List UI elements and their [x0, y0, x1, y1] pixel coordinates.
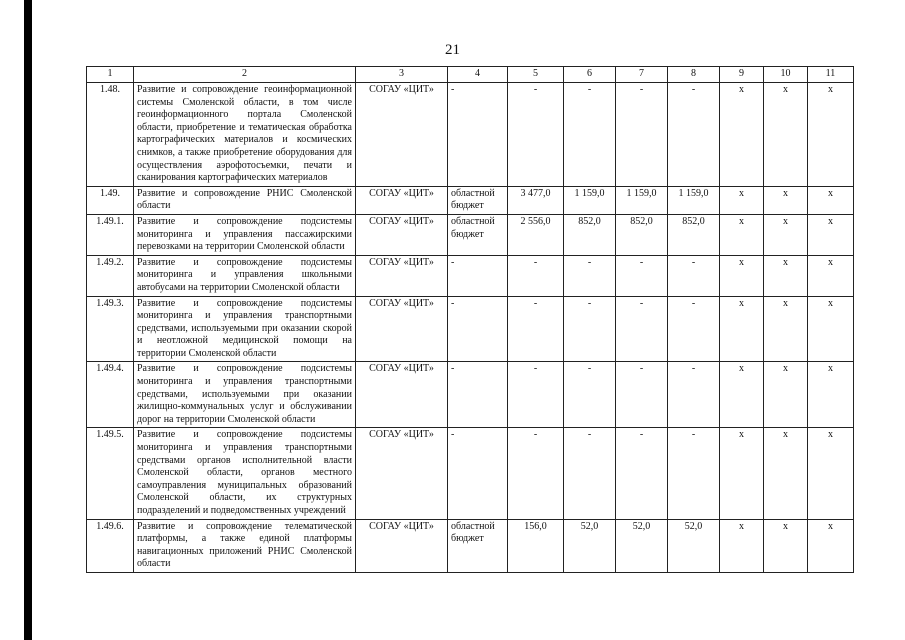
item-name: Развитие и сопровождение подсистемы мониторинга и управления транспортными средствами органов исполнительной власти Смоленской области, органов местного самоуправления муниципальных образований Смоленской области, их структурных подразделений и подведомственных учреждений — [134, 428, 356, 519]
item-name: Развитие и сопровождение подсистемы мониторинга и управления пассажирскими перевозками на территории Смоленской области — [134, 214, 356, 255]
amount-year-3: - — [668, 83, 720, 187]
amount-year-2: - — [616, 296, 668, 362]
page-number: 21 — [445, 42, 460, 58]
amount-year-3: - — [668, 428, 720, 519]
amount-year-2: 1 159,0 — [616, 186, 668, 214]
amount-year-3: 852,0 — [668, 214, 720, 255]
amount-total: - — [508, 362, 564, 428]
binding-edge — [24, 0, 32, 640]
column-header: 5 — [508, 67, 564, 83]
table-row — [87, 519, 854, 572]
item-name: Развитие и сопровождение РНИС Смоленской области — [134, 186, 356, 214]
item-name: Развитие и сопровождение подсистемы мониторинга и управления транспортными средствами, используемыми при оказании скорой и неотложной медицинской помощи на территории Смоленской области — [134, 296, 356, 362]
table-row — [87, 428, 854, 519]
amount-total: 156,0 — [508, 519, 564, 572]
indicator-9: x — [720, 519, 764, 572]
amount-year-2: - — [616, 255, 668, 296]
amount-year-2: - — [616, 428, 668, 519]
funding-source: - — [448, 362, 508, 428]
amount-total: - — [508, 296, 564, 362]
item-number: 1.49.5. — [87, 428, 134, 519]
indicator-11: x — [808, 83, 854, 187]
indicator-11: x — [808, 255, 854, 296]
executor: СОГАУ «ЦИТ» — [356, 83, 448, 187]
indicator-10: x — [764, 186, 808, 214]
amount-year-1: - — [564, 296, 616, 362]
indicator-9: x — [720, 362, 764, 428]
indicator-10: x — [764, 214, 808, 255]
amount-total: - — [508, 83, 564, 187]
funding-source: - — [448, 428, 508, 519]
indicator-10: x — [764, 428, 808, 519]
table-row — [87, 362, 854, 428]
executor: СОГАУ «ЦИТ» — [356, 362, 448, 428]
item-name: Развитие и сопровождение подсистемы мониторинга и управления школьными автобусами на территории Смоленской области — [134, 255, 356, 296]
column-number-row — [87, 67, 854, 83]
item-number: 1.48. — [87, 83, 134, 187]
item-number: 1.49.4. — [87, 362, 134, 428]
amount-total: 2 556,0 — [508, 214, 564, 255]
amount-year-1: 52,0 — [564, 519, 616, 572]
indicator-10: x — [764, 255, 808, 296]
item-name: Развитие и сопровождение подсистемы мониторинга и управления транспортными средствами, используемыми при оказании жилищно-коммунальных услуг и обслуживании дорог на территории Смоленской области — [134, 362, 356, 428]
item-number: 1.49.6. — [87, 519, 134, 572]
indicator-11: x — [808, 296, 854, 362]
table-row — [87, 83, 854, 187]
indicator-9: x — [720, 186, 764, 214]
indicator-9: x — [720, 428, 764, 519]
amount-year-2: - — [616, 362, 668, 428]
funding-source: - — [448, 255, 508, 296]
amount-year-2: 852,0 — [616, 214, 668, 255]
column-header: 4 — [448, 67, 508, 83]
amount-year-1: - — [564, 83, 616, 187]
funding-source: областной бюджет — [448, 214, 508, 255]
item-name: Развитие и сопровождение телематической платформы, а также единой платформы навигационных приложений РНИС Смоленской области — [134, 519, 356, 572]
amount-year-1: - — [564, 362, 616, 428]
item-number: 1.49.1. — [87, 214, 134, 255]
indicator-11: x — [808, 428, 854, 519]
amount-total: - — [508, 428, 564, 519]
table-row — [87, 214, 854, 255]
table-body — [87, 67, 854, 573]
item-number: 1.49.3. — [87, 296, 134, 362]
funding-source: - — [448, 83, 508, 187]
amount-total: - — [508, 255, 564, 296]
amount-year-2: 52,0 — [616, 519, 668, 572]
indicator-11: x — [808, 362, 854, 428]
executor: СОГАУ «ЦИТ» — [356, 296, 448, 362]
amount-year-1: - — [564, 255, 616, 296]
amount-year-3: - — [668, 255, 720, 296]
indicator-11: x — [808, 186, 854, 214]
executor: СОГАУ «ЦИТ» — [356, 255, 448, 296]
funding-source: областной бюджет — [448, 186, 508, 214]
amount-year-1: - — [564, 428, 616, 519]
column-header: 2 — [134, 67, 356, 83]
amount-year-3: - — [668, 362, 720, 428]
indicator-10: x — [764, 519, 808, 572]
indicator-9: x — [720, 296, 764, 362]
column-header: 6 — [564, 67, 616, 83]
column-header: 1 — [87, 67, 134, 83]
funding-source: областной бюджет — [448, 519, 508, 572]
indicator-9: x — [720, 214, 764, 255]
item-number: 1.49. — [87, 186, 134, 214]
item-name: Развитие и сопровождение геоинформационной системы Смоленской области, в том числе геоинформационного портала Смоленской области, приобретение и тематическая обработка картографических материалов и космических снимков, а также приобретение оборудования для осуществления аэрофотосъемки, печати и сканирования картографических материалов — [134, 83, 356, 187]
indicator-9: x — [720, 255, 764, 296]
table-row — [87, 296, 854, 362]
indicator-10: x — [764, 362, 808, 428]
table-row — [87, 255, 854, 296]
column-header: 10 — [764, 67, 808, 83]
column-header: 3 — [356, 67, 448, 83]
column-header: 7 — [616, 67, 668, 83]
indicator-11: x — [808, 214, 854, 255]
amount-year-1: 852,0 — [564, 214, 616, 255]
indicator-10: x — [764, 83, 808, 187]
column-header: 9 — [720, 67, 764, 83]
table-row — [87, 186, 854, 214]
amount-total: 3 477,0 — [508, 186, 564, 214]
executor: СОГАУ «ЦИТ» — [356, 519, 448, 572]
funding-source: - — [448, 296, 508, 362]
amount-year-2: - — [616, 83, 668, 187]
item-number: 1.49.2. — [87, 255, 134, 296]
column-header: 11 — [808, 67, 854, 83]
column-header: 8 — [668, 67, 720, 83]
executor: СОГАУ «ЦИТ» — [356, 186, 448, 214]
amount-year-3: 1 159,0 — [668, 186, 720, 214]
indicator-9: x — [720, 83, 764, 187]
indicator-11: x — [808, 519, 854, 572]
amount-year-3: - — [668, 296, 720, 362]
executor: СОГАУ «ЦИТ» — [356, 214, 448, 255]
indicator-10: x — [764, 296, 808, 362]
program-table — [86, 66, 854, 573]
amount-year-1: 1 159,0 — [564, 186, 616, 214]
amount-year-3: 52,0 — [668, 519, 720, 572]
executor: СОГАУ «ЦИТ» — [356, 428, 448, 519]
